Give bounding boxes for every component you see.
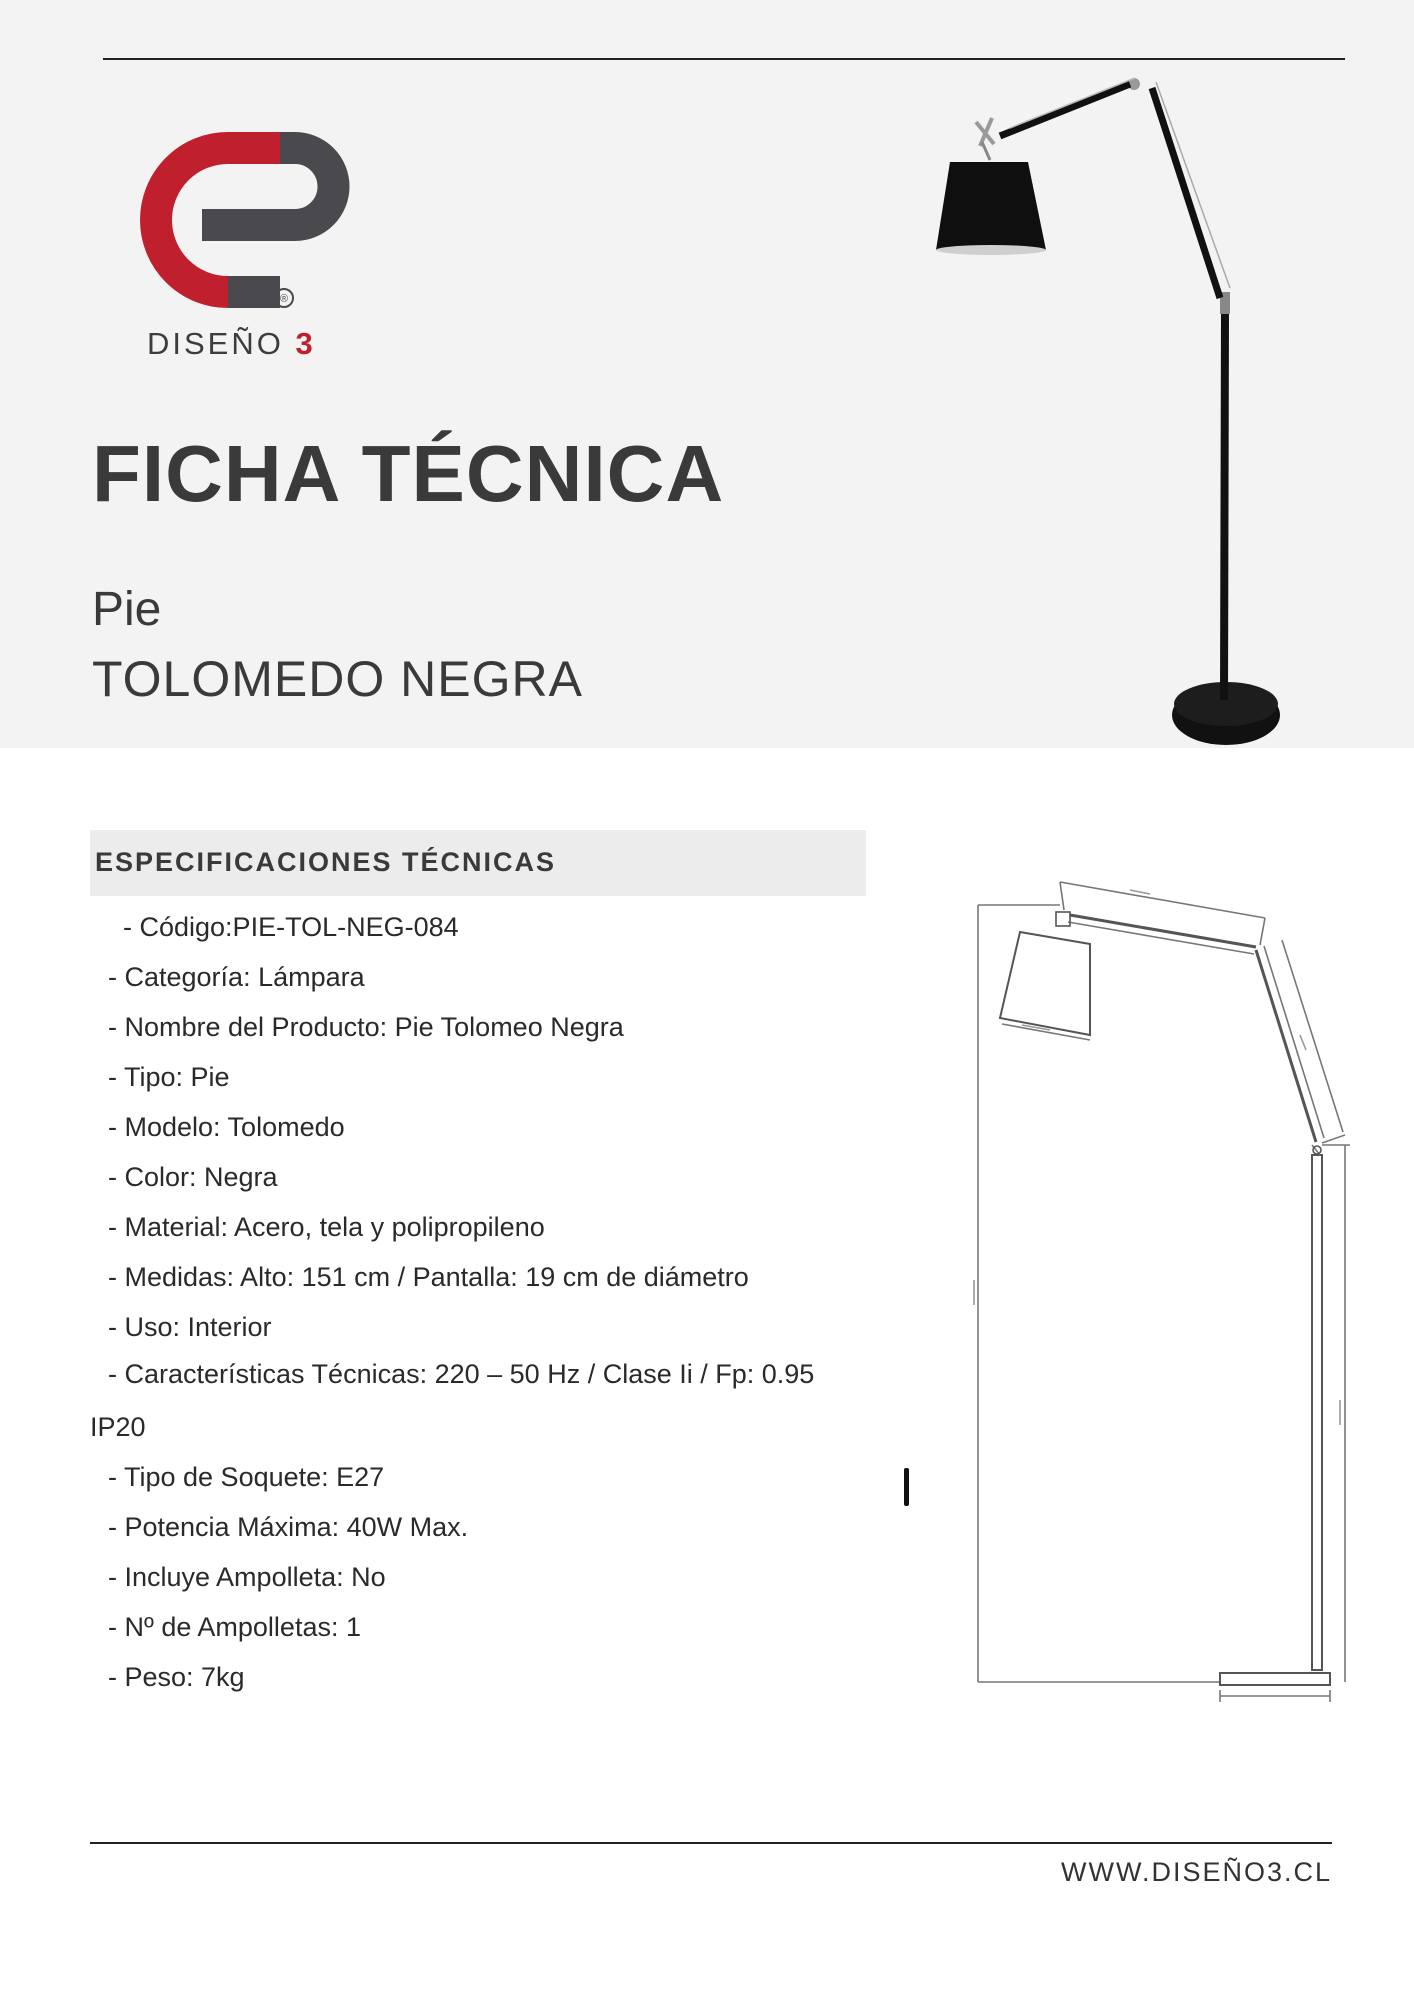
bottom-divider: [90, 1842, 1332, 1844]
spec-clip-container: [90, 1355, 905, 1405]
product-name: TOLOMEDO NEGRA: [92, 651, 583, 707]
brand-logo-icon: [130, 130, 350, 310]
spec-item-categoria: - Categoría: Lámpara: [108, 962, 365, 992]
specs-heading: ESPECIFICACIONES TÉCNICAS: [95, 847, 557, 877]
spec-item-caracteristicas: - Características Técnicas: 220 – 50 Hz / Clase Ii / Fp: 0.95: [108, 1359, 815, 1389]
spec-item-soquete: - Tipo de Soquete: E27: [108, 1462, 385, 1492]
spec-item-modelo: - Modelo: Tolomedo: [108, 1112, 345, 1142]
text-cursor-mark: [904, 1468, 909, 1506]
spec-item-uso: - Uso: Interior: [108, 1312, 272, 1342]
spec-item-medidas: - Medidas: Alto: 151 cm / Pantalla: 19 cm de diámetro: [108, 1262, 749, 1292]
spec-item-color: - Color: Negra: [108, 1162, 278, 1192]
spec-item-ampolletas: - Nº de Ampolletas: 1: [108, 1612, 361, 1642]
spec-item-material: - Material: Acero, tela y polipropileno: [108, 1212, 545, 1242]
spec-item-incluye: - Incluye Ampolleta: No: [108, 1562, 386, 1592]
top-divider: [103, 58, 1345, 60]
brand-wordmark: [147, 326, 316, 362]
spec-item-peso: - Peso: 7kg: [108, 1662, 245, 1692]
spec-item-potencia: - Potencia Máxima: 40W Max.: [108, 1512, 469, 1542]
svg-text:®: ®: [279, 293, 289, 305]
technical-drawing: [960, 860, 1360, 1720]
spec-item-ip: IP20: [90, 1412, 146, 1442]
product-type: Pie: [92, 583, 162, 636]
spec-item-codigo: - Código:PIE-TOL-NEG-084: [123, 912, 459, 942]
website-link[interactable]: WWW.DISEÑO3.CL: [1060, 1857, 1332, 1887]
brand-number: 3: [295, 326, 316, 361]
spec-item-tipo: - Tipo: Pie: [108, 1062, 230, 1092]
page-title: FICHA TÉCNICA: [92, 429, 725, 518]
spec-item-nombre: - Nombre del Producto: Pie Tolomeo Negra: [108, 1012, 624, 1042]
lamp-photo: [920, 70, 1300, 760]
brand-name: DISEÑO: [147, 326, 284, 361]
specs-section-header: [90, 830, 866, 896]
